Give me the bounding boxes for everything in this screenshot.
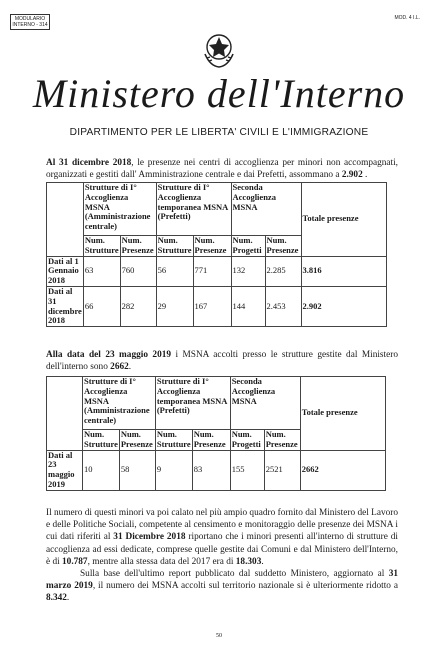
- table-cell: 29: [156, 286, 193, 326]
- intro2-bold-total: 2662: [110, 362, 129, 373]
- para3-text-2: riportano che i minori presenti all'interno di strutture di accoglienza ad essi dedicate, comprese quelle gestite dai Comuni e dal Ministero dell'Interno, è di: [46, 532, 398, 567]
- table-header-row: [47, 183, 387, 236]
- republic-emblem-icon: [201, 30, 237, 70]
- table-cell: 66: [83, 286, 120, 326]
- para3-bold-date: 31 Dicembre 2018: [113, 532, 186, 543]
- ministero-logo-text: Ministero dell'Interno: [32, 71, 406, 116]
- table-cell: 155: [230, 450, 264, 490]
- stamp-line-2: INTERNO - 314: [12, 22, 48, 28]
- table-cell: 83: [192, 450, 230, 490]
- intro1-bold-date: Al 31 dicembre 2018: [46, 158, 132, 168]
- paragraph-3: [46, 507, 398, 568]
- total-cell: 3.816: [301, 256, 386, 286]
- table-row: [47, 450, 386, 490]
- table-cell: 771: [193, 256, 231, 286]
- table-cell: 144: [231, 286, 265, 326]
- subheader-cell: Num. Presenze: [119, 430, 155, 451]
- intro1-text: , le presenze nei centri di accoglienza per minori non accompagnati, organizzati e gestiti dall' Amministrazione centrale e dai Prefetti, assommano a: [46, 158, 399, 181]
- table-cell: 2.453: [265, 286, 301, 326]
- table-cell: 10: [83, 450, 120, 490]
- stamp-line-1: MODULARIO: [14, 16, 46, 22]
- table-presenze-2019: [46, 376, 386, 491]
- para4-text-2: , il numero dei MSNA accolti sul territorio nazionale si è ulteriormente ridotto a: [92, 581, 398, 592]
- page-number: 50: [216, 633, 222, 639]
- intro2-bold-date: Alla data del 23 maggio 2019: [46, 350, 172, 360]
- para3-text-4: .: [261, 556, 264, 567]
- table-cell: 2521: [264, 450, 300, 490]
- table-cell: 56: [156, 256, 193, 286]
- para4-bold-count: 8.342: [46, 593, 67, 604]
- intro1-bold-total: 2.902: [341, 170, 363, 181]
- subheader-cell: Num. Presenze: [265, 236, 301, 257]
- subheader-cell: Num. Strutture: [84, 429, 118, 449]
- para4-text-3: .: [66, 593, 70, 604]
- intro1-end: .: [362, 170, 368, 181]
- para3-text-3: , mentre alla stessa data del 2017 era di: [87, 556, 236, 567]
- intro2-end: .: [128, 362, 132, 373]
- total-cell: 2.902: [301, 286, 386, 326]
- column-header: Strutture di I° Accoglienza MSNA (Amministrazione centrale): [83, 377, 156, 430]
- column-header: Strutture di I° Accoglienza temporanea MSNA (Prefetti): [156, 183, 231, 236]
- table-cell: 132: [231, 256, 265, 286]
- table-presenze-2018: [46, 182, 387, 327]
- row-label: Dati al 31 dicembre 2018: [48, 285, 82, 326]
- intro-paragraph-2: [46, 349, 398, 373]
- table-cell: 167: [193, 286, 231, 326]
- para3-bold-count-2017: 18.303: [235, 556, 262, 567]
- para3-text-1: Il numero di questi minori va poi calato nel più ampio quadro fornito dal Ministero del Lavoro e delle Politiche Sociali, competente al censimento e monitoraggio delle presenze dei MSNA i cui dati riferiti al: [46, 508, 398, 543]
- table-cell: 63: [83, 256, 120, 286]
- column-header: Strutture di I° Accoglienza MSNA (Amministrazione centrale): [83, 183, 156, 236]
- table-cell: 282: [120, 286, 156, 326]
- subheader-cell: Num. Presenze: [264, 430, 300, 451]
- subheader-cell: Num. Strutture: [156, 429, 191, 449]
- table-header-row: [47, 377, 386, 430]
- subheader-cell: Num. Presenze: [120, 236, 156, 257]
- table-cell: 2.285: [265, 256, 301, 286]
- column-header: Totale presenze: [300, 377, 385, 451]
- subheader-cell: Num. Strutture: [84, 235, 119, 255]
- column-header: Seconda Accoglienza MSNA: [231, 183, 301, 236]
- table-corner-cell: [47, 183, 84, 257]
- row-label: Dati al 23 maggio 2019: [47, 450, 83, 490]
- column-header: Totale presenze: [301, 183, 386, 257]
- table-cell: 760: [120, 256, 156, 286]
- modulario-stamp: [10, 14, 50, 30]
- paragraph-4: [46, 568, 398, 605]
- table-row: [47, 286, 387, 326]
- subheader-cell: Num. Presenze: [192, 430, 230, 451]
- subheader-cell: Num. Progetti: [230, 430, 264, 451]
- table-cell: 58: [119, 450, 155, 490]
- table-row: [47, 256, 387, 286]
- para4-text-1: Sulla base dell'ultimo report pubblicato dal suddetto Ministero, aggiornato al: [80, 569, 389, 579]
- column-header: Strutture di I° Accoglienza temporanea MSNA (Prefetti): [155, 377, 230, 430]
- para4-bold-date: 31 marzo 2019: [46, 569, 398, 592]
- subheader-cell: Num. Progetti: [231, 236, 265, 257]
- para3-bold-count: 10.787: [62, 556, 88, 567]
- subheader-cell: Num. Presenze: [193, 236, 231, 257]
- table-corner-cell: [47, 377, 83, 451]
- department-title: DIPARTIMENTO PER LE LIBERTA' CIVILI E L'IMMIGRAZIONE: [69, 127, 369, 138]
- column-header: Seconda Accoglienza MSNA: [230, 377, 300, 430]
- row-label: Dati al 1 Gennaio 2018: [47, 256, 84, 286]
- mod-code: MOD. 4 I.L.: [394, 15, 420, 21]
- subheader-cell: Num. Strutture: [157, 235, 192, 255]
- total-cell: 2662: [300, 450, 385, 490]
- table-cell: 9: [155, 450, 192, 490]
- intro-paragraph-1: [46, 157, 398, 181]
- intro2-text: i MSNA accolti presso le strutture gestite dal Ministero dell'interno sono: [46, 350, 399, 373]
